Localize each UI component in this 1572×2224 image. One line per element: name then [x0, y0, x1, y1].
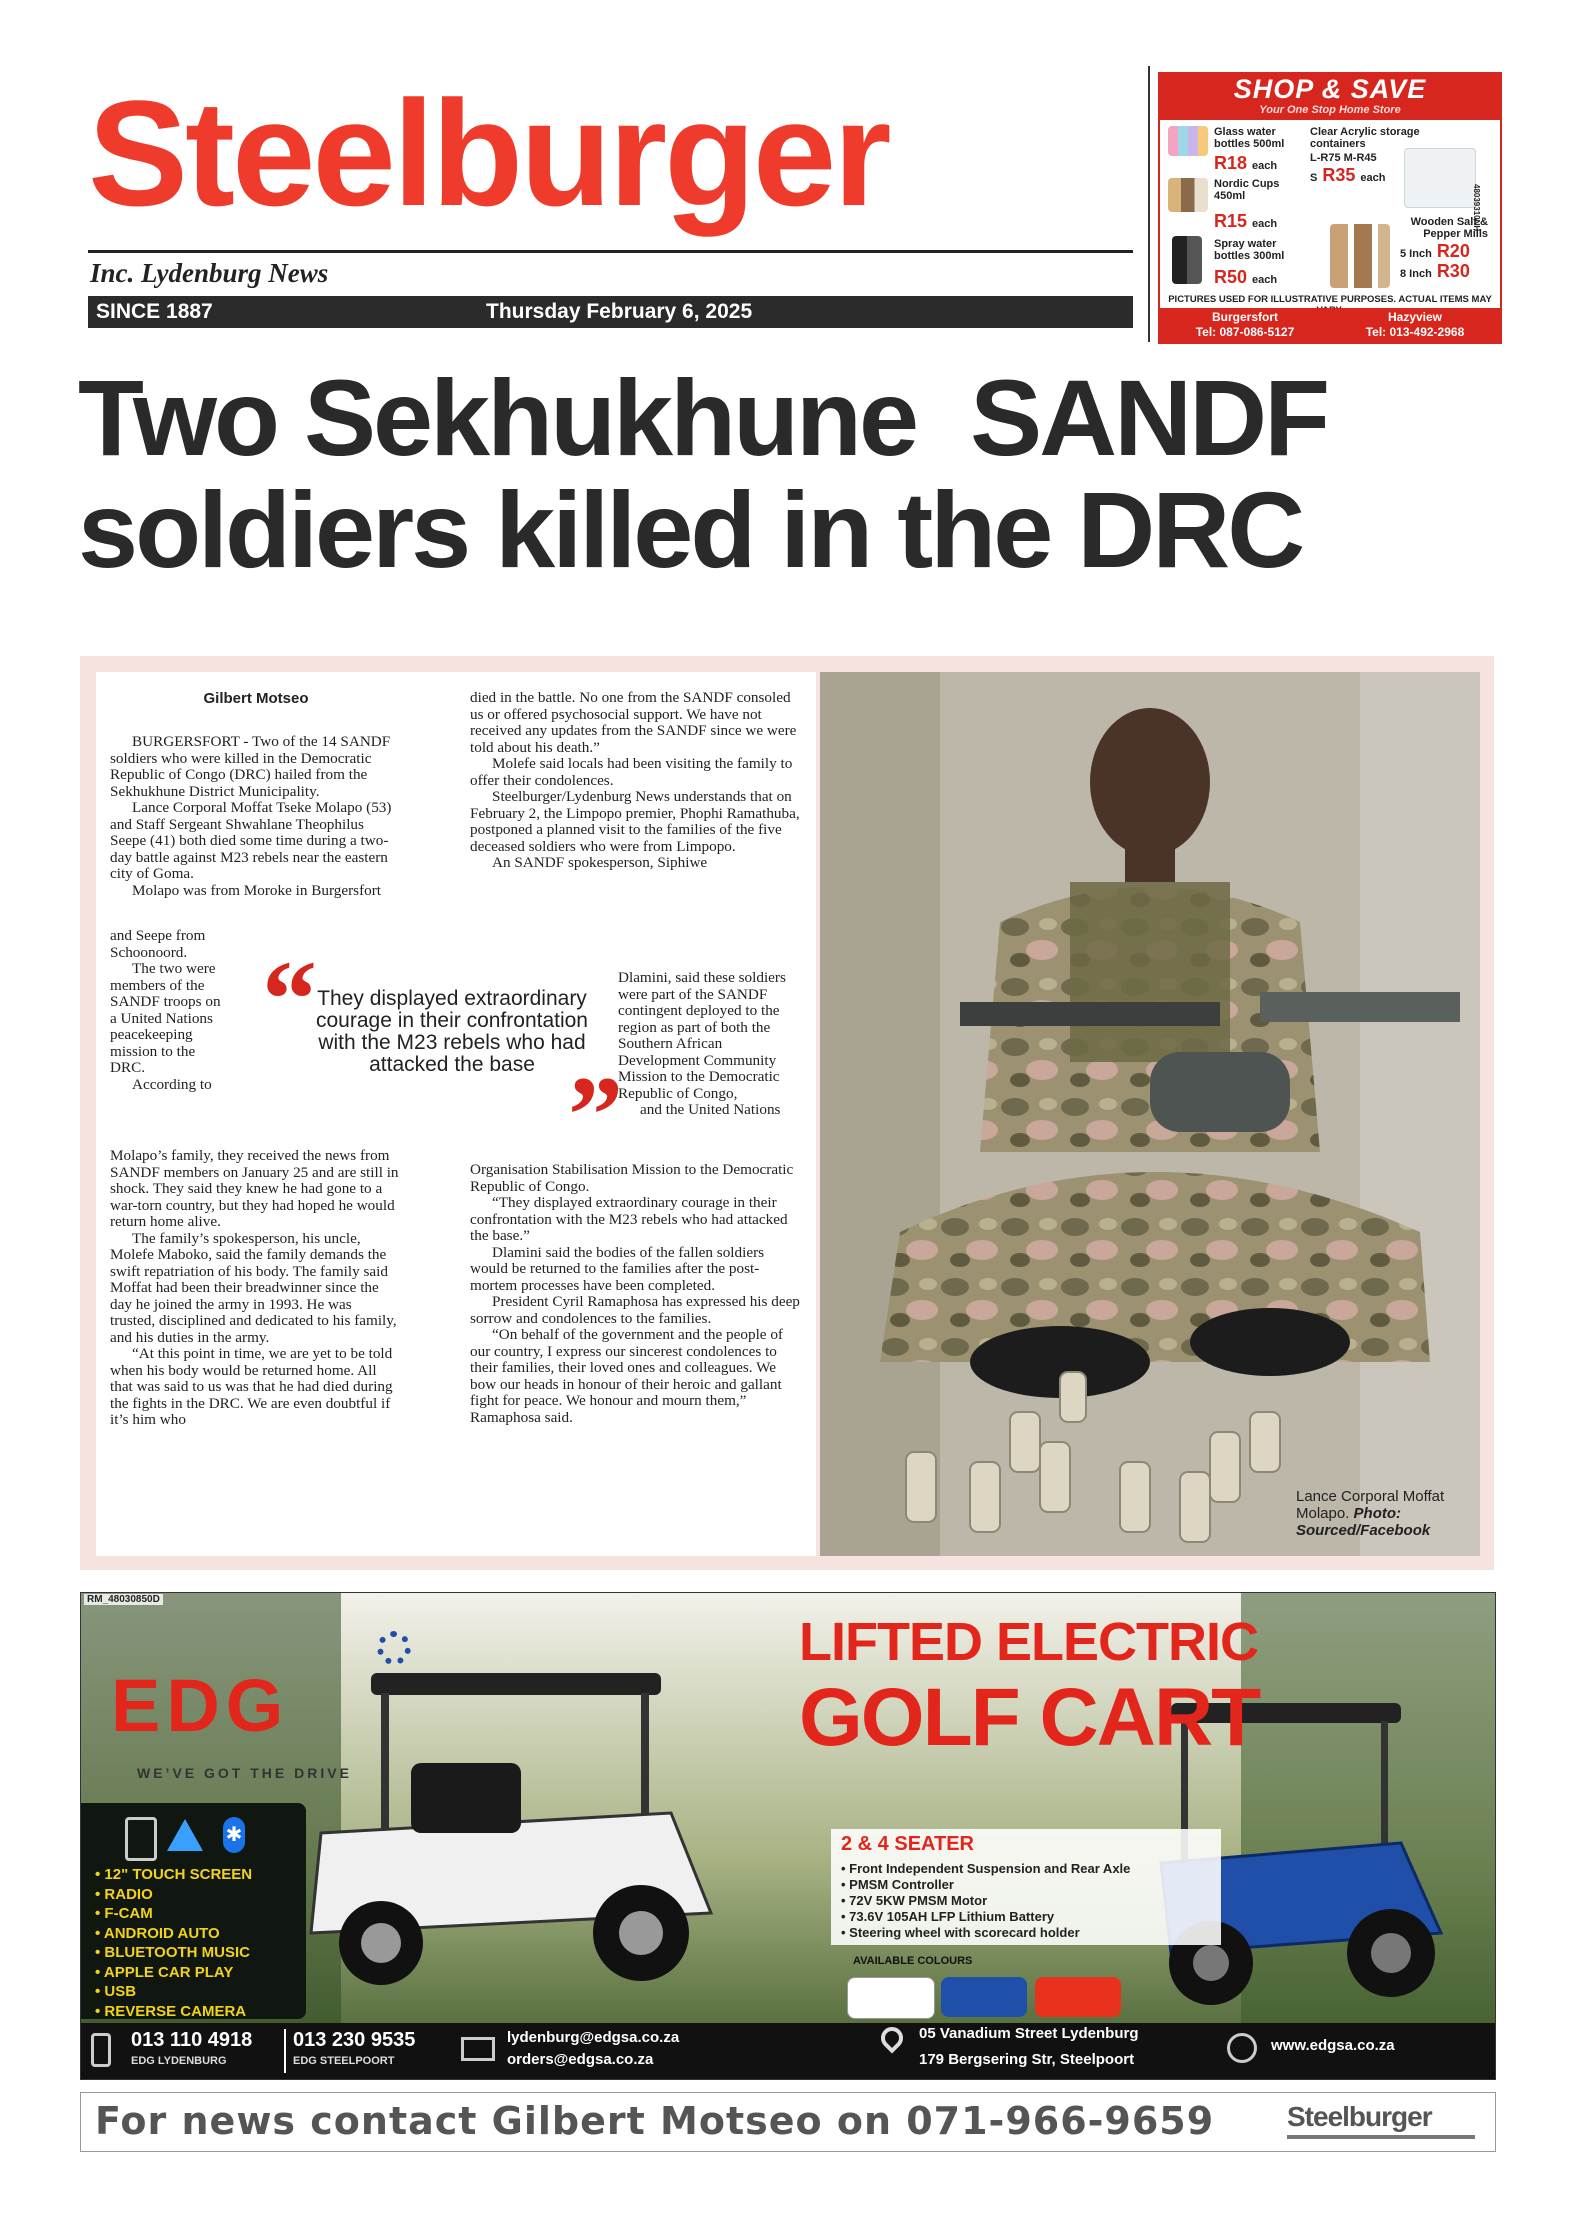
shop-ad-disclaimer: PICTURES USED FOR ILLUSTRATIVE PURPOSES. ACTUAL ITEMS MAY — [1168, 294, 1492, 305]
product-sizes: L-R75 M-R45 — [1310, 152, 1377, 164]
website-link[interactable]: www.edgsa.co.za — [1271, 2037, 1395, 2054]
product-name: Glass water bottles 500ml — [1214, 126, 1285, 150]
spec-item: • 73.6V 105AH LFP Lithium Battery — [841, 1909, 1055, 1924]
branch-name: Hazyview — [1387, 310, 1443, 324]
paragraph: and Seepe from Schoonoord. — [110, 927, 206, 961]
caption-credit: Photo: Sourced/Facebook — [1296, 1505, 1431, 1539]
usb-icon — [125, 1817, 157, 1861]
masthead-rule — [88, 250, 1133, 253]
close-quote-icon: ” — [568, 1054, 623, 1176]
contact-divider — [284, 2029, 286, 2073]
features-list — [95, 1865, 252, 2021]
shop-ad-header — [1160, 74, 1500, 120]
specs-list — [841, 1861, 1130, 1941]
product-name: Wooden Salt & Pepper Mills — [1410, 216, 1488, 240]
paragraph: President Cyril Ramaphosa has expressed his deep sorrow and condolences to the families. — [470, 1293, 800, 1327]
article-column-2-top — [470, 690, 800, 872]
headline — [78, 357, 1498, 590]
specs-panel — [831, 1829, 1221, 1945]
paragraph: BURGERSFORT - Two of the 14 SANDF soldiers who were killed in the Democratic Republic of Congo (DRC) hailed from the Sekhukhune District Municipality. — [110, 733, 391, 800]
email-icon — [461, 2037, 495, 2061]
spec-item: • Steering wheel with scorecard holder — [841, 1925, 1080, 1940]
shop-ad-branches — [1160, 308, 1500, 342]
paragraph: and the United Nations — [640, 1101, 781, 1118]
news-contact-footer — [80, 2092, 1496, 2152]
soldier-photo — [820, 672, 1480, 1556]
masthead-subtitle: Inc. Lydenburg News — [90, 258, 329, 288]
footer-logo — [1281, 2099, 1481, 2143]
edg-tagline: WE’VE GOT THE DRIVE — [137, 1765, 352, 1781]
product-price: R50 each — [1214, 267, 1278, 287]
article-column-1-narrow — [110, 928, 222, 1093]
spec-item: • PMSM Controller — [841, 1877, 954, 1892]
phone-icon — [91, 2033, 111, 2067]
paragraph: Molefe said locals had been visiting the family to offer their condolences. — [470, 755, 793, 789]
footer-logo-text: Steelburger — [1287, 2101, 1432, 2132]
email-orders[interactable]: orders@edgsa.co.za — [507, 2051, 654, 2068]
golf-ad-ref: RM_48030850D — [84, 1594, 163, 1605]
golf-cart-ad[interactable] — [80, 1592, 1496, 2080]
paragraph: Molapo’s family, they received the news from SANDF members on January 25 and are still in shock. They said they knew he had gone to a war-torn country, but they had hoped he would return home alive. — [110, 1147, 399, 1230]
nordic-cups-image — [1168, 178, 1208, 212]
golf-ad-headline-2: GOLF CART — [799, 1672, 1260, 1763]
feature-item: • F-CAM — [95, 1905, 153, 1922]
article-column-2-bottom — [470, 1162, 800, 1426]
branch-tel[interactable]: Tel: 013-492-2968 — [1365, 325, 1465, 339]
date-bar — [88, 296, 1133, 328]
caption-text: Lance Corporal Moffat Molapo. — [1296, 1488, 1445, 1522]
shop-ad-ref: 48039310NH — [1472, 184, 1481, 232]
paragraph: Lance Corporal Moffat Tseke Molapo (53) and Staff Sergeant Shwahlane Theophilus Seepe (41) both died some time during a two-day battle against M23 rebels near the eastern city of Goma. — [110, 799, 392, 882]
feature-item: • ANDROID AUTO — [95, 1924, 220, 1942]
product-price: S R35 each — [1310, 165, 1386, 185]
since-label: SINCE 1887 — [96, 300, 213, 323]
phone-lydenburg[interactable]: 013 110 4918 — [131, 2029, 253, 2051]
phone-steelpoort-label: EDG STEELPOORT — [293, 2055, 395, 2067]
colour-swatch-red[interactable] — [1035, 1977, 1121, 2017]
headline-line-2: soldiers killed in the DRC — [78, 469, 1303, 590]
email-lydenburg[interactable]: lydenburg@edgsa.co.za — [507, 2029, 680, 2046]
android-auto-icon — [167, 1819, 203, 1851]
paragraph: “They displayed extraordinary courage in their confrontation with the M23 rebels who had attacked the base.” — [470, 1194, 788, 1244]
article-column-1-bottom — [110, 1148, 400, 1429]
feature-item: • USB — [95, 1983, 137, 2000]
paragraph: An SANDF spokesperson, Siphiwe — [492, 854, 708, 871]
footer-logo-rule — [1287, 2135, 1475, 2139]
product-name: Nordic Cups 450ml — [1214, 178, 1280, 202]
shop-and-save-ad[interactable] — [1158, 72, 1502, 344]
golf-ad-headline-1: LIFTED ELECTRIC — [799, 1612, 1258, 1672]
edg-logo: EDG — [111, 1664, 290, 1747]
news-contact-text: For news contact Gilbert Motseo on 071-966-9659 — [95, 2099, 1215, 2143]
paragraph: died in the battle. No one from the SANDF consoled us or offered psychosocial support. We have not received any updates from the SANDF since we were told about his death.” — [470, 689, 797, 756]
masthead-divider — [1148, 66, 1150, 342]
product-name: Clear Acrylic storage containers — [1310, 126, 1420, 150]
paragraph: The family’s spokesperson, his uncle, Molefe Maboko, said the family demands the swift repatriation of his body. The family said Moffat had been their breadwinner since the day he joined the army in 1993. He was trusted, disciplined and dedicated to his family, and his duties in the army. — [110, 1229, 397, 1346]
shop-ad-title: SHOP & SAVE — [1233, 74, 1427, 104]
article-column-2-narrow — [618, 970, 800, 1119]
paragraph: Dlamini, said these soldiers were part of the SANDF contingent deployed to the region as part of both the Southern African Development Community Mission to the Democratic Republic of Congo, — [618, 969, 786, 1102]
product-price: R18 each — [1214, 153, 1278, 173]
colours-label: AVAILABLE COLOURS — [853, 1955, 973, 1967]
photo-caption — [1296, 1488, 1496, 1539]
colour-swatch-white[interactable] — [847, 1977, 935, 2019]
glass-bottles-image — [1168, 126, 1208, 156]
feature-item: • APPLE CAR PLAY — [95, 1963, 234, 1981]
salt-pepper-mills-image — [1330, 224, 1390, 288]
paragraph: “At this point in time, we are yet to be told when his body would be returned home. All that was said to us was that he had died during the fights in the DRC. We are even doubtful if it’s him who — [110, 1345, 393, 1428]
paragraph: “On behalf of the government and the people of our country, I express our sincerest condolences to their families, their loved ones and colleagues. We bow our heads in honour of their heroic and gallant fight for peace. We honour and mourn them,” Ramaphosa said. — [470, 1326, 783, 1426]
feature-item: • REVERSE CAMERA — [95, 2002, 247, 2020]
phone-lydenburg-label: EDG LYDENBURG — [131, 2055, 227, 2067]
feature-item: • BLUETOOTH MUSIC — [95, 1944, 250, 1961]
headline-line-1: Two Sekhukhune SANDF — [78, 357, 1328, 478]
feature-item: • 12" TOUCH SCREEN — [95, 1866, 253, 1883]
product-price: 5 Inch R20 — [1400, 241, 1470, 261]
paragraph: Organisation Stabilisation Mission to the Democratic Republic of Congo. — [470, 1161, 794, 1195]
paragraph: Molapo was from Moroke in Burgersfort — [132, 881, 382, 899]
address-steelpoort: 179 Bergsering Str, Steelpoort — [919, 2051, 1135, 2068]
shop-ad-tagline: Your One Stop Home Store — [1259, 104, 1401, 116]
paragraph: The two were members of the SANDF troops on a United Nations peacekeeping mission to the DRC. — [110, 960, 221, 1076]
paragraph: According to — [132, 1075, 212, 1093]
features-panel — [81, 1803, 306, 2019]
spec-item: • Front Independent Suspension and Rear Axle — [841, 1861, 1131, 1876]
pull-quote: They displayed extraordinary courage in their confrontation with the M23 rebels who had attacked the base — [315, 987, 588, 1076]
seater-title: 2 & 4 SEATER — [841, 1833, 974, 1855]
branch-name: Burgersfort — [1211, 310, 1278, 324]
spec-item: • 72V 5KW PMSM Motor — [841, 1893, 988, 1908]
address-lydenburg: 05 Vanadium Street Lydenburg — [919, 2025, 1139, 2042]
masthead-title: Steelburger — [88, 69, 889, 237]
branch-tel[interactable]: Tel: 087-086-5127 — [1195, 325, 1295, 339]
globe-icon — [1227, 2033, 1257, 2063]
byline: Gilbert Motseo — [203, 690, 309, 707]
product-price: 8 Inch R30 — [1400, 261, 1470, 281]
gear-icon — [377, 1631, 411, 1665]
paragraph: Steelburger/Lydenburg News understands that on February 2, the Limpopo premier, Phophi Ramathuba, postponed a planned visit to the families of the five deceased soldiers who were from Limpopo. — [470, 788, 800, 855]
article-column-1-top — [110, 734, 400, 899]
paragraph: Dlamini said the bodies of the fallen soldiers would be returned to the families after the post-mortem processes have been completed. — [470, 1243, 765, 1294]
feature-item: • RADIO — [95, 1885, 153, 1903]
phone-steelpoort[interactable]: 013 230 9535 — [293, 2029, 416, 2051]
acrylic-containers-image — [1404, 148, 1476, 208]
product-price: R15 each — [1214, 211, 1278, 231]
open-quote-icon: “ — [262, 938, 317, 1060]
bluetooth-icon: ✱ — [223, 1817, 245, 1853]
product-name: Spray water bottles 300ml — [1214, 238, 1285, 262]
spray-bottles-image — [1172, 236, 1202, 284]
soldier-photo-illustration — [820, 672, 1480, 1556]
issue-date: Thursday February 6, 2025 — [486, 300, 753, 323]
colour-swatch-blue[interactable] — [941, 1977, 1027, 2017]
